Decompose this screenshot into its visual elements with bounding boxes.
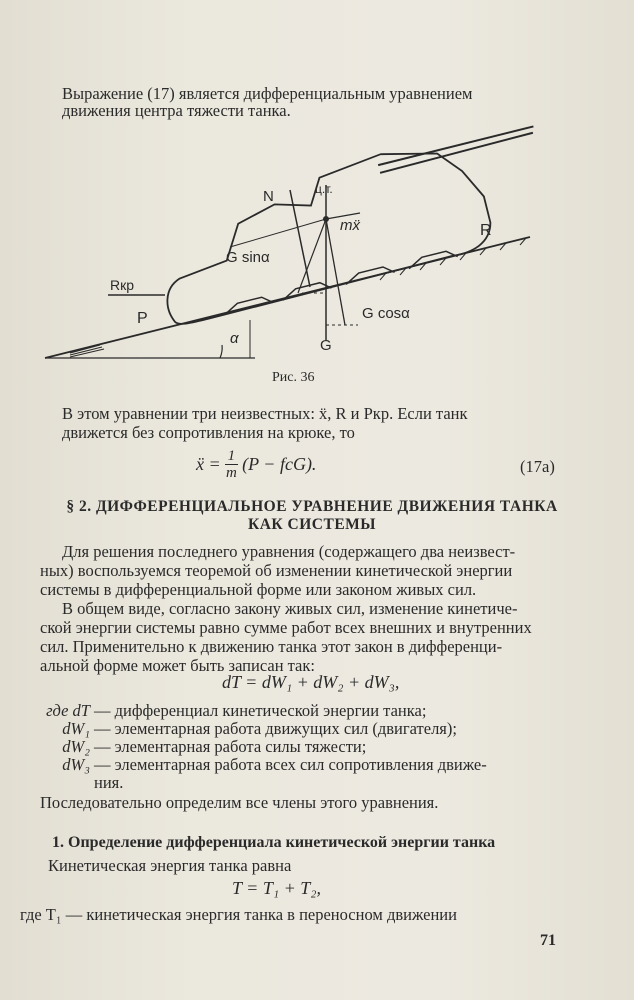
definition-item xyxy=(0,720,562,738)
tank-force-diagram xyxy=(40,115,560,365)
para2-line-1: Для решения последнего уравнения (содержащего два неизвест- xyxy=(62,542,516,561)
para2-line-4: В общем виде, согласно закону живых сил, изменение кинетиче- xyxy=(62,599,518,618)
equation-17a-number: (17а) xyxy=(520,457,555,476)
label-mx: mẍ xyxy=(340,217,360,234)
eq17a-rhs: (P − fcG). xyxy=(242,454,317,474)
label-alpha: α xyxy=(230,330,239,347)
definition-text: — элементарная работа всех сил сопротивления движе- xyxy=(94,755,487,774)
label-g: G xyxy=(320,337,332,354)
equation-energy: dT = dW₁ + dW₂ + dW₃, xyxy=(222,672,400,692)
eq17a-fraction xyxy=(225,448,239,481)
intro-line-2: движения центра тяжести танка. xyxy=(62,101,291,120)
definition-item xyxy=(0,756,562,774)
para2-line-5: ской энергии системы равно сумме работ всех внешних и внутренних xyxy=(40,618,532,637)
para3: Последовательно определим все члены этого уравнения. xyxy=(40,793,439,812)
eq17a-numerator: 1 xyxy=(225,448,239,465)
label-r: R xyxy=(480,222,492,239)
definition-item xyxy=(0,702,562,720)
definition-text: — элементарная работа силы тяжести; xyxy=(94,737,367,756)
page-number: 71 xyxy=(540,932,556,949)
definition-symbol: dW₁ xyxy=(62,719,90,738)
para1-line-1: В этом уравнении три неизвестных: ẍ, R и Pкр. Если танк xyxy=(62,404,468,423)
definition-text: ния. xyxy=(94,773,124,792)
section-heading-line-1: § 2. ДИФФЕРЕНЦИАЛЬНОЕ УРАВНЕНИЕ ДВИЖЕНИЯ ТАНКА xyxy=(66,498,558,515)
definition-list xyxy=(0,702,562,792)
label-p: P xyxy=(137,310,148,327)
para2-line-6: сил. Применительно к движению танка этот закон в дифференци- xyxy=(40,637,503,656)
definition-symbol: dW₃ xyxy=(62,755,90,774)
definition-text: — дифференциал кинетической энергии танка; xyxy=(94,701,427,720)
label-gsin: G sinα xyxy=(226,249,270,266)
para2-line-2: ных) воспользуемся теоремой об изменении кинетической энергии xyxy=(40,561,513,580)
definition-symbol: где dT xyxy=(46,701,90,720)
para4: Кинетическая энергия танка равна xyxy=(48,856,292,875)
equation-17a xyxy=(196,448,316,481)
equation-t: T = T₁ + T₂, xyxy=(232,878,322,898)
intro-line-1: Выражение (17) является дифференциальным уравнением xyxy=(62,84,473,103)
label-gcos: G cosα xyxy=(362,305,410,322)
last-line: где T₁ — кинетическая энергия танка в переносном движении xyxy=(20,905,457,924)
definition-symbol: dW₂ xyxy=(62,737,90,756)
eq17a-lhs: ẍ = xyxy=(196,454,221,474)
definition-text: — элементарная работа движущих сил (двигателя); xyxy=(94,719,457,738)
subsection-heading: 1. Определение дифференциала кинетической энергии танка xyxy=(52,834,496,851)
figure-caption: Рис. 36 xyxy=(272,370,315,385)
label-ct: ц.т. xyxy=(315,182,333,196)
definition-item xyxy=(0,738,562,756)
section-heading-line-2: КАК СИСТЕМЫ xyxy=(247,516,377,533)
eq17a-denominator: m xyxy=(225,465,237,481)
para1-line-2: движется без сопротивления на крюке, то xyxy=(62,423,355,442)
para2-line-7: альной форме может быть записан так: xyxy=(40,656,315,675)
label-rkr: Rкр xyxy=(110,277,135,293)
para2-line-3: системы в дифференциальной форме или законом живых сил. xyxy=(40,580,477,599)
definition-symbol xyxy=(0,774,94,792)
definition-item xyxy=(0,774,562,792)
label-n: N xyxy=(263,188,274,205)
